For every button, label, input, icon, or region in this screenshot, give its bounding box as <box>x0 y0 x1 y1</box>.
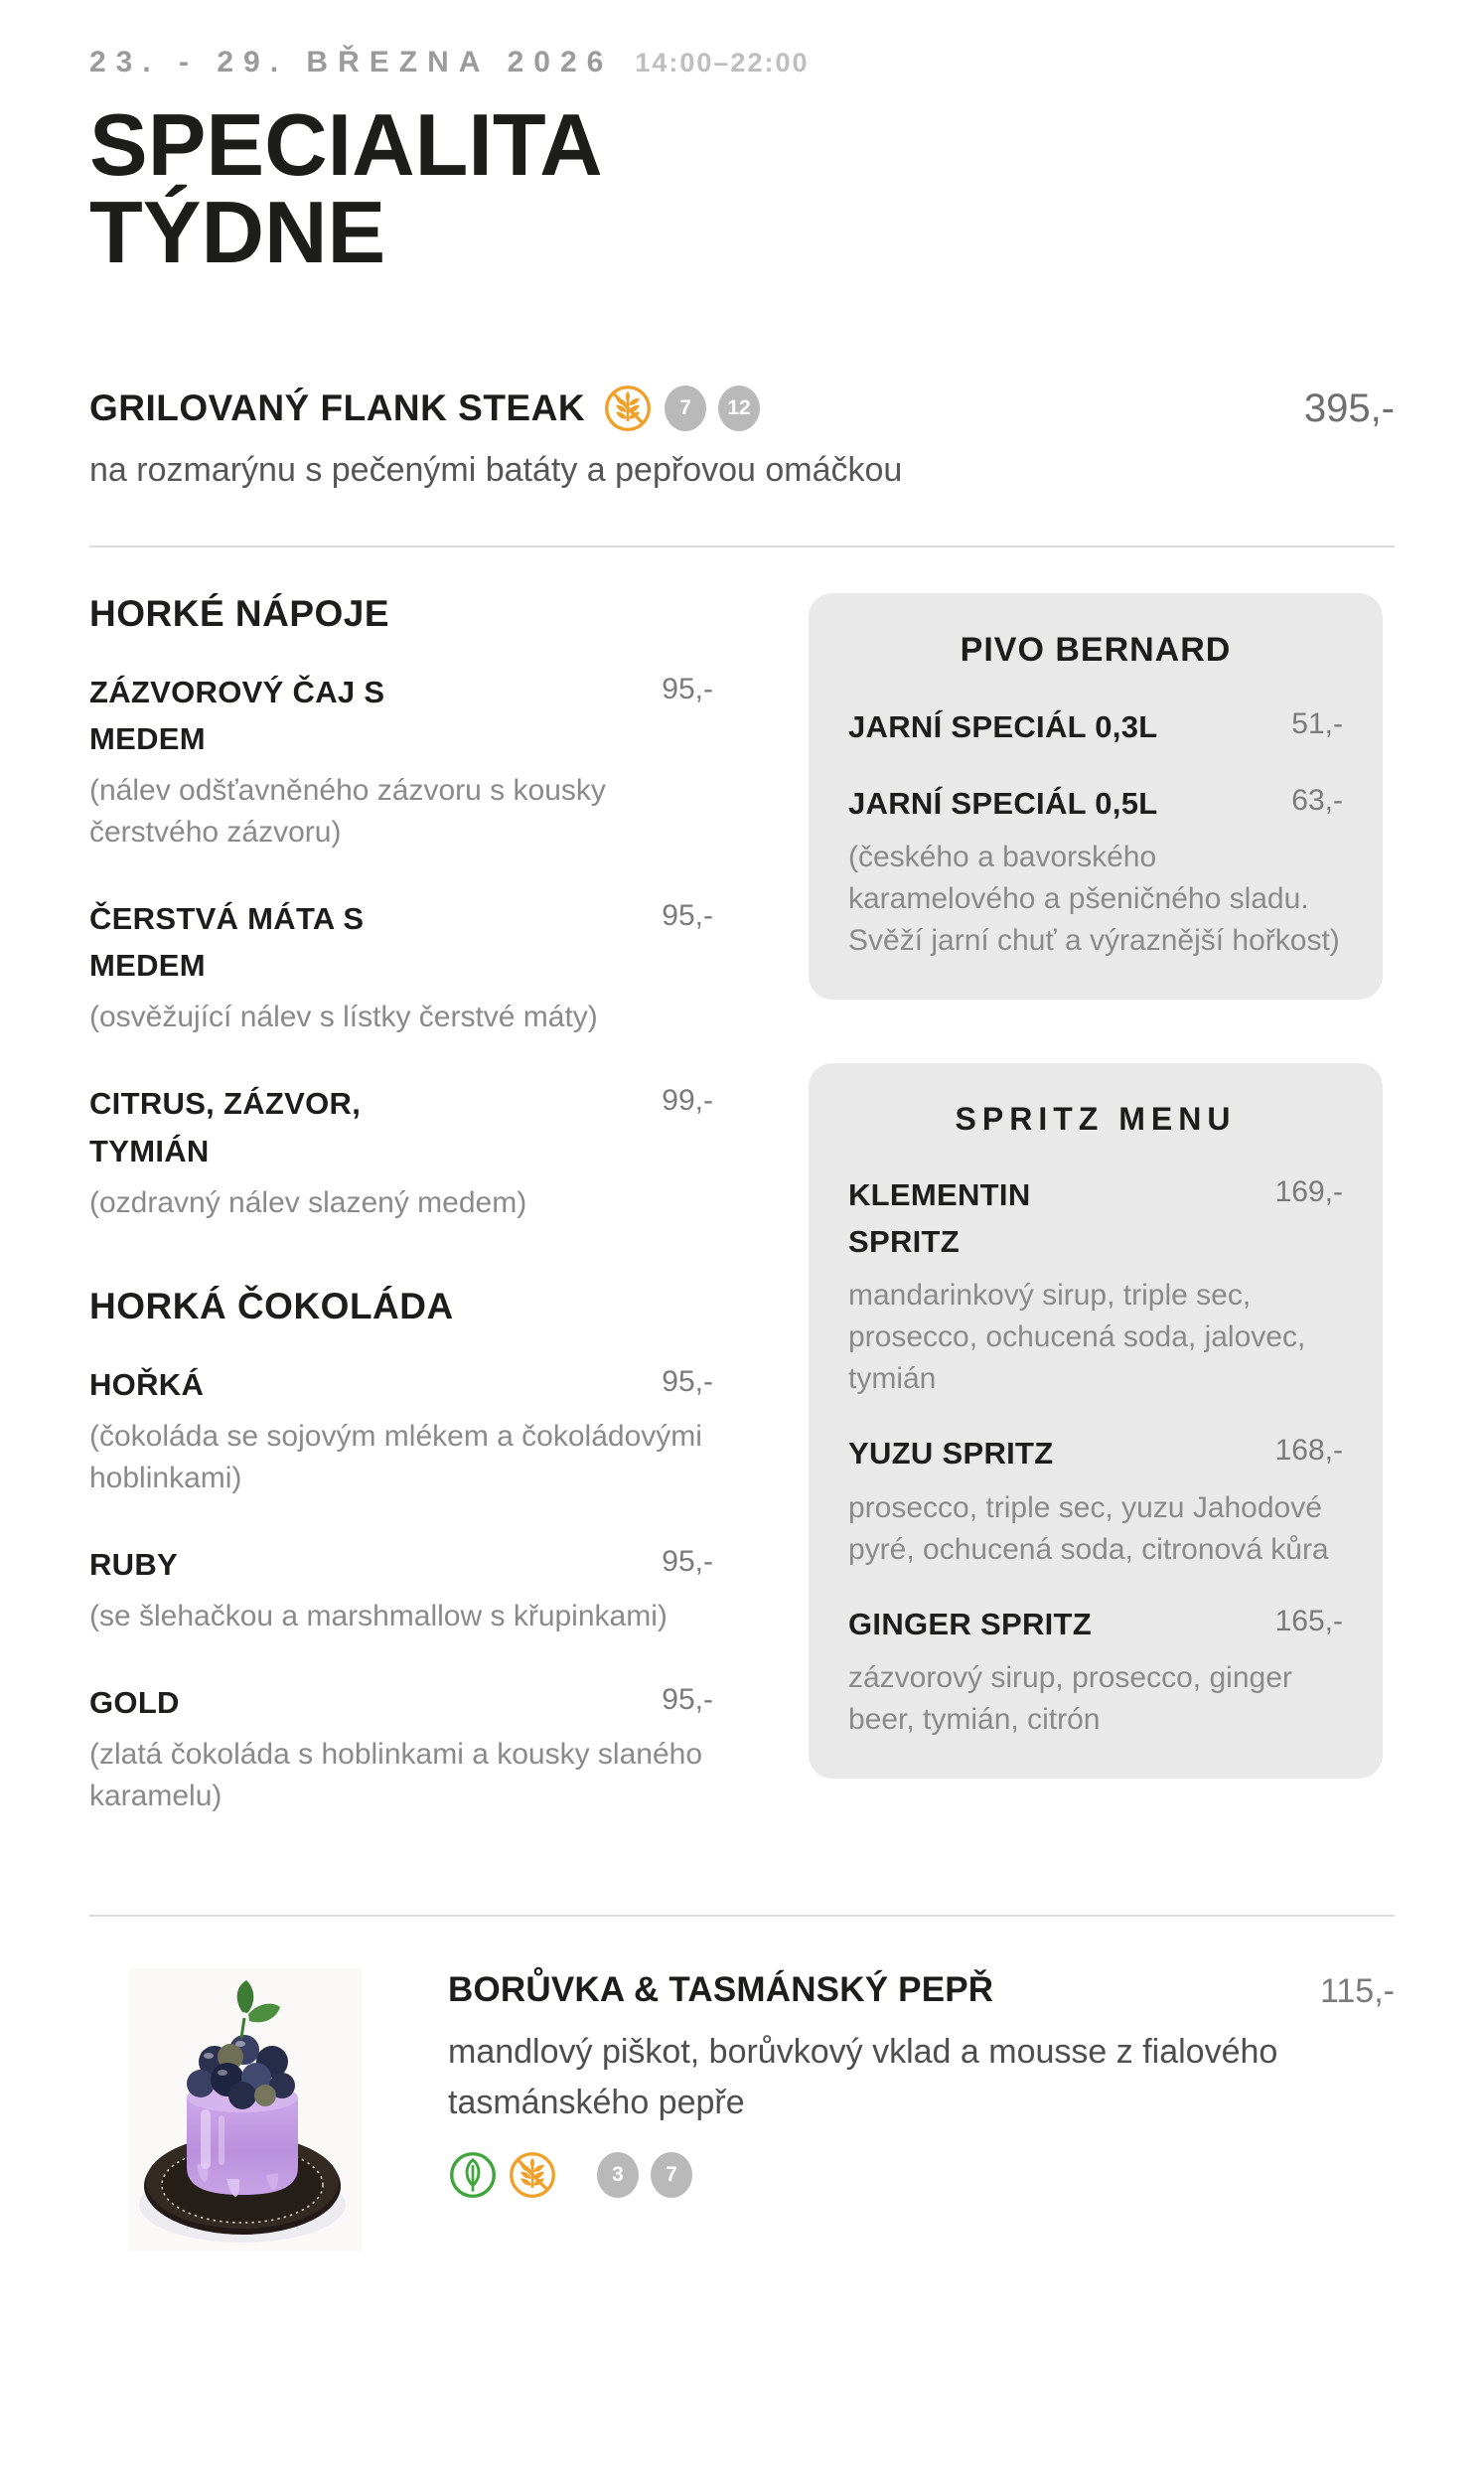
allergen-badges <box>597 2152 692 2198</box>
section-title-hot-chocolate: HORKÁ ČOKOLÁDA <box>89 1285 454 1326</box>
item-description: (čokoláda se sojovým mlékem a čokoládovými hoblinkami) <box>89 1419 702 1494</box>
menu-item <box>848 780 1343 962</box>
item-row <box>89 669 713 762</box>
menu-item <box>89 669 713 853</box>
item-row <box>848 1601 1343 1647</box>
spritz-box-title: SPRITZ MENU <box>955 1101 1237 1138</box>
item-name: GINGER SPRITZ <box>848 1606 1093 1641</box>
page-title-line2: TÝDNE <box>89 183 386 281</box>
item-row <box>89 1679 713 1726</box>
item-row <box>89 1080 713 1173</box>
allergen-badge: 12 <box>718 386 760 431</box>
item-description: (osvěžující nálev s lístky čerstvé máty) <box>89 1001 598 1034</box>
item-description: (zlatá čokoláda s hoblinkami a kousky slaného karamelu) <box>89 1737 703 1812</box>
left-column <box>89 593 713 1859</box>
vegetarian-icon <box>448 2150 498 2200</box>
item-name: ZÁZVOROVÝ ČAJ S MEDEM <box>89 675 385 757</box>
divider <box>89 1915 1395 1917</box>
time-range: 14:00–22:00 <box>635 48 810 78</box>
item-price: 63,- <box>1291 784 1343 818</box>
item-description: mandarinkový sirup, triple sec, prosecco, ochucená soda, jalovec, tymián <box>848 1279 1306 1396</box>
item-description: (se šlehačkou a marshmallow s křupinkami) <box>89 1599 668 1632</box>
menu-item <box>848 1171 1343 1400</box>
menu-item <box>89 1541 713 1637</box>
item-name: JARNÍ SPECIÁL 0,5L <box>848 786 1158 822</box>
dessert-section <box>89 1960 1395 2258</box>
item-row <box>848 703 1343 750</box>
item-description: zázvorový sirup, prosecco, ginger beer, tymián, citrón <box>848 1660 1292 1736</box>
dessert-name: BORŮVKA & TASMÁNSKÝ PEPŘ <box>448 1969 994 2009</box>
menu-item <box>89 1361 713 1499</box>
menu-item <box>848 1601 1343 1741</box>
header <box>89 46 1395 281</box>
item-name: JARNÍ SPECIÁL 0,3L <box>848 709 1158 744</box>
item-row <box>848 1430 1343 1476</box>
weekly-special-head <box>89 384 1395 433</box>
dessert-image <box>129 1960 363 2258</box>
dessert-price: 115,- <box>1320 1971 1395 2010</box>
weekly-special-item <box>89 384 1395 490</box>
beer-box-title: PIVO BERNARD <box>960 631 1232 669</box>
spritz-box <box>809 1063 1383 1778</box>
allergen-badge: 7 <box>665 386 706 431</box>
item-price: 95,- <box>662 1682 713 1716</box>
menu-item <box>89 895 713 1038</box>
menu-item <box>89 1080 713 1223</box>
special-item-description: na rozmarýnu s pečenými batáty a pepřovou omáčkou <box>89 451 903 489</box>
blueberry-cake-illustration <box>129 1960 363 2258</box>
dessert-description: mandlový piškot, borůvkový vklad a mousse z fialového tasmánského pepře <box>448 2032 1278 2121</box>
date-range: 23. - 29. BŘEZNA 2026 <box>89 46 614 78</box>
menu-columns <box>89 593 1395 1859</box>
item-price: 168,- <box>1274 1434 1343 1468</box>
item-name: CITRUS, ZÁZVOR, TYMIÁN <box>89 1086 362 1168</box>
item-price: 95,- <box>662 899 713 933</box>
item-name: HOŘKÁ <box>89 1366 205 1402</box>
dessert-info <box>448 1960 1395 2200</box>
page-title-line1: SPECIALITA <box>89 95 603 194</box>
item-description: (ozdravný nálev slazený medem) <box>89 1185 527 1219</box>
right-column <box>809 593 1383 1859</box>
item-row <box>448 1970 1395 2011</box>
item-name: ČERSTVÁ MÁTA S MEDEM <box>89 901 365 984</box>
special-item-price: 395,- <box>1303 386 1395 430</box>
special-item-icons <box>603 384 760 433</box>
item-row <box>848 780 1343 827</box>
gluten-free-icon <box>508 2150 557 2200</box>
item-price: 51,- <box>1291 707 1343 740</box>
item-name: RUBY <box>89 1546 179 1582</box>
page-title <box>89 95 1395 281</box>
item-name: KLEMENTIN SPRITZ <box>848 1177 1031 1260</box>
beer-box-description: (českého a bavorského karamelového a pšeničného sladu. Svěží jarní chuť a výraznější hořkost) <box>848 841 1340 958</box>
menu-item <box>848 703 1343 750</box>
special-item-name: GRILOVANÝ FLANK STEAK <box>89 388 586 428</box>
item-row <box>848 1171 1343 1265</box>
item-price: 165,- <box>1274 1604 1343 1637</box>
item-description: prosecco, triple sec, yuzu Jahodové pyré, ochucená soda, citronová kůra <box>848 1490 1329 1566</box>
item-price: 99,- <box>662 1084 713 1118</box>
menu-item <box>848 1430 1343 1570</box>
item-name: YUZU SPRITZ <box>848 1436 1054 1472</box>
item-price: 95,- <box>662 1364 713 1398</box>
item-name: GOLD <box>89 1684 180 1720</box>
item-price: 169,- <box>1274 1175 1343 1209</box>
dessert-icons <box>448 2150 1395 2200</box>
date-row <box>89 46 1395 79</box>
allergen-badge: 3 <box>597 2152 639 2198</box>
item-price: 95,- <box>662 1544 713 1578</box>
item-description: (nálev odšťavněného zázvoru s kousky čerstvého zázvoru) <box>89 774 606 850</box>
item-row <box>89 1361 713 1408</box>
divider <box>89 545 1395 547</box>
menu-item <box>89 1679 713 1817</box>
section-title-hot-drinks: HORKÉ NÁPOJE <box>89 593 390 634</box>
gluten-free-icon <box>603 384 653 433</box>
item-row <box>89 895 713 989</box>
item-price: 95,- <box>662 673 713 705</box>
allergen-badge: 7 <box>651 2152 692 2198</box>
item-row <box>89 1541 713 1588</box>
beer-box <box>809 593 1383 1000</box>
